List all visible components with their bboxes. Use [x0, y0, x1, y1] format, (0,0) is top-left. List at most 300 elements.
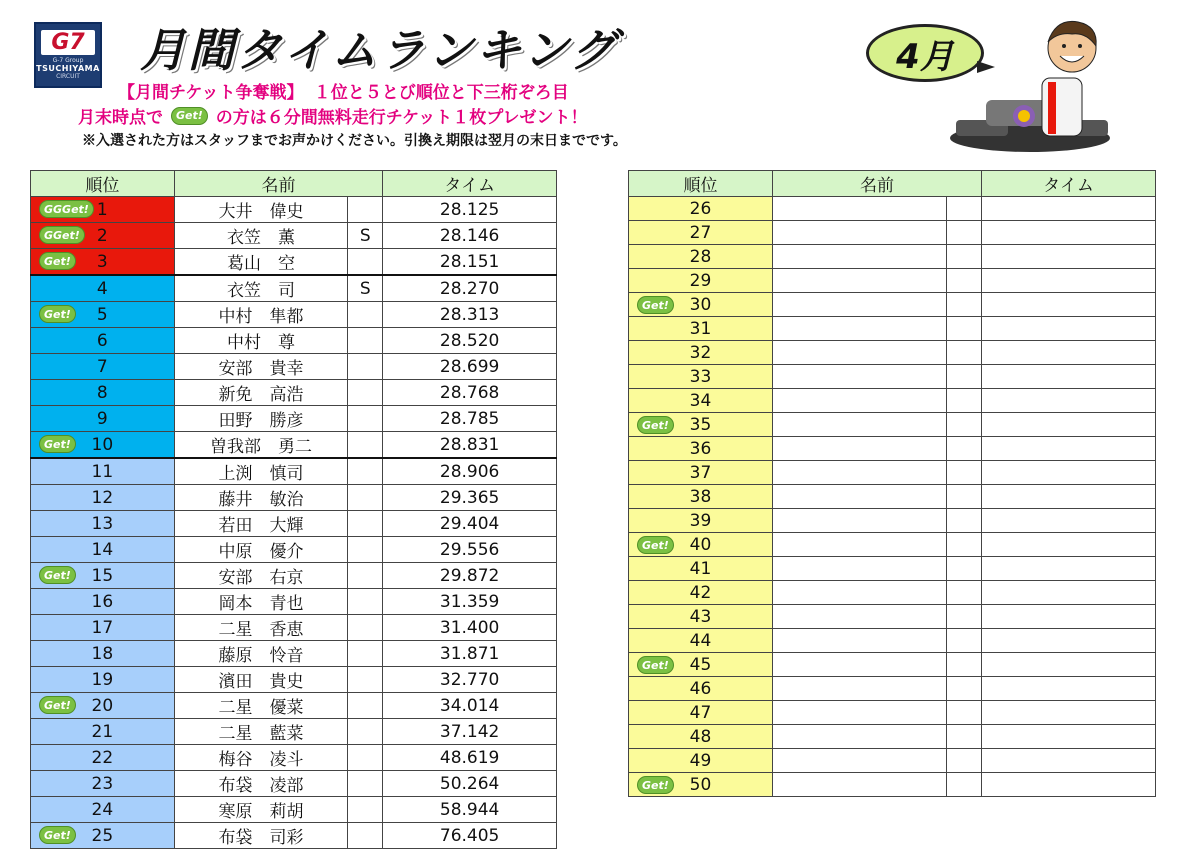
mark-cell — [348, 823, 383, 849]
time-cell — [982, 341, 1156, 365]
table-row — [629, 197, 1156, 221]
time-cell — [982, 677, 1156, 701]
table-row — [629, 749, 1156, 773]
mark-cell — [348, 745, 383, 771]
time-cell — [982, 773, 1156, 797]
get-badge-label: Get! — [39, 252, 76, 270]
get-badge-icon — [39, 435, 76, 453]
name-cell: 濱田 貴史 — [174, 667, 348, 693]
table-row — [629, 485, 1156, 509]
table-row — [31, 406, 557, 432]
rank-cell: 2 GGet! — [31, 223, 175, 249]
name-cell: 藤井 敏治 — [174, 485, 348, 511]
name-cell: 中村 隼都 — [174, 302, 348, 328]
mark-cell — [947, 653, 982, 677]
ranking-table-left — [30, 170, 557, 849]
table-row — [31, 641, 557, 667]
table-row — [31, 667, 557, 693]
table-row — [629, 365, 1156, 389]
time-cell — [982, 365, 1156, 389]
get-badge-icon — [39, 566, 76, 584]
rank-cell: 28 — [629, 245, 773, 269]
time-cell — [982, 533, 1156, 557]
rank-cell: 19 — [31, 667, 175, 693]
time-cell: 29.404 — [383, 511, 557, 537]
table-row — [31, 328, 557, 354]
time-cell — [982, 413, 1156, 437]
name-cell — [773, 605, 947, 629]
table-row — [31, 771, 557, 797]
name-cell — [773, 221, 947, 245]
rank-cell: 10 Get! — [31, 432, 175, 459]
logo-circuit: CIRCUIT — [56, 73, 80, 80]
get-badge-icon — [637, 536, 674, 554]
time-cell: 28.151 — [383, 249, 557, 276]
name-cell — [773, 629, 947, 653]
rank-cell: 44 — [629, 629, 773, 653]
name-cell: 田野 勝彦 — [174, 406, 348, 432]
ranking-table-right — [628, 170, 1156, 797]
mark-cell — [348, 406, 383, 432]
mark-cell — [947, 725, 982, 749]
get-badge-icon — [39, 826, 76, 844]
mark-cell — [947, 677, 982, 701]
mark-cell — [947, 629, 982, 653]
rank-cell: 38 — [629, 485, 773, 509]
rank-cell: 36 — [629, 437, 773, 461]
table-row — [629, 677, 1156, 701]
table-row — [629, 413, 1156, 437]
time-cell — [982, 557, 1156, 581]
time-cell — [982, 293, 1156, 317]
rank-cell: 43 — [629, 605, 773, 629]
get-badge-label: Get! — [637, 296, 674, 314]
header-name: 名前 — [174, 171, 383, 197]
time-cell: 31.359 — [383, 589, 557, 615]
header-rank: 順位 — [31, 171, 175, 197]
name-cell — [773, 245, 947, 269]
time-cell — [982, 221, 1156, 245]
name-cell — [773, 389, 947, 413]
name-cell: 藤原 怜音 — [174, 641, 348, 667]
table-row — [629, 581, 1156, 605]
name-cell — [773, 365, 947, 389]
table-row — [31, 797, 557, 823]
table-row — [629, 557, 1156, 581]
mark-cell — [947, 701, 982, 725]
table-row — [629, 725, 1156, 749]
table-row — [629, 437, 1156, 461]
name-cell — [773, 413, 947, 437]
table-row — [31, 458, 557, 485]
name-cell: 若田 大輝 — [174, 511, 348, 537]
table-row — [629, 317, 1156, 341]
name-cell: 岡本 青也 — [174, 589, 348, 615]
name-cell: 安部 貴幸 — [174, 354, 348, 380]
time-cell — [982, 581, 1156, 605]
mark-cell — [947, 533, 982, 557]
table-row — [31, 485, 557, 511]
table-row — [31, 249, 557, 276]
time-cell — [982, 437, 1156, 461]
mark-cell — [947, 773, 982, 797]
mark-cell — [348, 485, 383, 511]
get-badge-icon — [39, 305, 76, 323]
notice-line-2-end: の方は６分間無料走行チケット１枚プレゼント！ — [215, 108, 588, 128]
mark-cell — [947, 413, 982, 437]
mark-cell — [947, 221, 982, 245]
get-badge-icon — [637, 416, 674, 434]
rank-cell: 7 — [31, 354, 175, 380]
mark-cell — [947, 749, 982, 773]
rank-cell: 31 — [629, 317, 773, 341]
header-name: 名前 — [773, 171, 982, 197]
table-row — [31, 589, 557, 615]
name-cell — [773, 701, 947, 725]
mark-cell — [348, 667, 383, 693]
mark-cell — [348, 693, 383, 719]
mark-cell — [348, 719, 383, 745]
name-cell — [773, 581, 947, 605]
table-row — [31, 615, 557, 641]
mark-cell — [348, 302, 383, 328]
time-cell: 34.014 — [383, 693, 557, 719]
get-badge-label: Get! — [39, 435, 76, 453]
name-cell — [773, 461, 947, 485]
name-cell — [773, 509, 947, 533]
get-badge-label: Get! — [637, 416, 674, 434]
time-cell: 76.405 — [383, 823, 557, 849]
rank-cell: 41 — [629, 557, 773, 581]
mark-cell — [348, 615, 383, 641]
rank-cell: 12 — [31, 485, 175, 511]
mark-cell — [348, 771, 383, 797]
rank-cell: 50 Get! — [629, 773, 773, 797]
name-cell — [773, 773, 947, 797]
rank-cell: 1 GGGet! — [31, 197, 175, 223]
time-cell: 29.556 — [383, 537, 557, 563]
name-cell — [773, 437, 947, 461]
time-cell: 28.785 — [383, 406, 557, 432]
table-row — [31, 275, 557, 302]
rank-cell: 16 — [31, 589, 175, 615]
time-cell: 28.520 — [383, 328, 557, 354]
racer-mascot-illustration — [946, 16, 1114, 156]
time-cell — [982, 509, 1156, 533]
table-row — [31, 823, 557, 849]
time-cell: 58.944 — [383, 797, 557, 823]
table-header-row — [31, 171, 557, 197]
get-badge-icon — [637, 296, 674, 314]
rank-cell: 23 — [31, 771, 175, 797]
mark-cell — [947, 365, 982, 389]
name-cell: 衣笠 司 — [174, 275, 348, 302]
table-row — [31, 745, 557, 771]
mark-cell — [947, 317, 982, 341]
page-title: 月間タイムランキング — [140, 23, 618, 77]
time-cell: 29.872 — [383, 563, 557, 589]
get-badge-label: GGet! — [39, 226, 85, 244]
rank-cell: 27 — [629, 221, 773, 245]
get-badge-label: Get! — [637, 656, 674, 674]
time-cell — [982, 653, 1156, 677]
rank-cell: 14 — [31, 537, 175, 563]
table-row — [31, 537, 557, 563]
table-row — [31, 563, 557, 589]
rank-cell: 40 Get! — [629, 533, 773, 557]
mark-cell — [947, 341, 982, 365]
mark-cell — [348, 197, 383, 223]
get-badge-icon — [39, 200, 94, 218]
rank-cell: 45 Get! — [629, 653, 773, 677]
table-row — [629, 533, 1156, 557]
name-cell — [773, 197, 947, 221]
table-row — [629, 269, 1156, 293]
rank-cell: 5 Get! — [31, 302, 175, 328]
rank-cell: 13 — [31, 511, 175, 537]
name-cell: 二星 香恵 — [174, 615, 348, 641]
time-cell — [982, 269, 1156, 293]
get-badge-label: Get! — [39, 826, 76, 844]
rank-cell: 46 — [629, 677, 773, 701]
table-header-row — [629, 171, 1156, 197]
name-cell: 二星 藍菜 — [174, 719, 348, 745]
mark-cell — [947, 581, 982, 605]
name-cell — [773, 341, 947, 365]
rank-cell: 35 Get! — [629, 413, 773, 437]
table-row — [31, 302, 557, 328]
mark-cell — [947, 461, 982, 485]
get-badge-label: Get! — [637, 536, 674, 554]
name-cell: 新免 高浩 — [174, 380, 348, 406]
rank-cell: 24 — [31, 797, 175, 823]
table-row — [629, 293, 1156, 317]
rank-cell: 29 — [629, 269, 773, 293]
time-cell: 31.400 — [383, 615, 557, 641]
time-cell — [982, 461, 1156, 485]
rank-cell: 49 — [629, 749, 773, 773]
mark-cell — [947, 605, 982, 629]
name-cell: 中原 優介 — [174, 537, 348, 563]
rank-cell: 4 — [31, 275, 175, 302]
time-cell: 48.619 — [383, 745, 557, 771]
mark-cell — [348, 458, 383, 485]
name-cell: 中村 尊 — [174, 328, 348, 354]
table-row — [31, 693, 557, 719]
header-time: タイム — [982, 171, 1156, 197]
mark-cell: S — [348, 275, 383, 302]
name-cell: 二星 優菜 — [174, 693, 348, 719]
get-badge-label: Get! — [39, 305, 76, 323]
time-cell: 29.365 — [383, 485, 557, 511]
logo-name: TSUCHIYAMA — [36, 64, 100, 73]
circuit-logo — [34, 22, 102, 88]
table-row — [629, 389, 1156, 413]
name-cell: 梅谷 凌斗 — [174, 745, 348, 771]
table-row — [629, 701, 1156, 725]
name-cell — [773, 293, 947, 317]
rank-cell: 18 — [31, 641, 175, 667]
name-cell — [773, 653, 947, 677]
month-bubble: 4月 — [866, 24, 984, 82]
rank-cell: 11 — [31, 458, 175, 485]
mark-cell — [348, 797, 383, 823]
name-cell: 寒原 莉胡 — [174, 797, 348, 823]
time-cell — [982, 245, 1156, 269]
rank-cell: 47 — [629, 701, 773, 725]
time-cell: 37.142 — [383, 719, 557, 745]
get-badge-icon — [39, 252, 76, 270]
get-badge-label: Get! — [637, 776, 674, 794]
get-badge-label: Get! — [39, 696, 76, 714]
table-row — [629, 605, 1156, 629]
table-row — [629, 773, 1156, 797]
name-cell — [773, 317, 947, 341]
mark-cell — [947, 509, 982, 533]
mark-cell — [947, 245, 982, 269]
rank-cell: 8 — [31, 380, 175, 406]
name-cell: 布袋 凌部 — [174, 771, 348, 797]
mark-cell — [947, 293, 982, 317]
mark-cell — [947, 269, 982, 293]
header-rank: 順位 — [629, 171, 773, 197]
table-row — [629, 245, 1156, 269]
rank-cell: 6 — [31, 328, 175, 354]
time-cell: 28.270 — [383, 275, 557, 302]
time-cell: 28.125 — [383, 197, 557, 223]
rank-cell: 30 Get! — [629, 293, 773, 317]
time-cell — [982, 749, 1156, 773]
name-cell — [773, 749, 947, 773]
time-cell: 28.313 — [383, 302, 557, 328]
rank-cell: 48 — [629, 725, 773, 749]
name-cell: 葛山 空 — [174, 249, 348, 276]
rank-cell: 26 — [629, 197, 773, 221]
table-row — [629, 629, 1156, 653]
table-row — [31, 432, 557, 459]
notice-line-2 — [78, 103, 588, 128]
time-cell: 28.831 — [383, 432, 557, 459]
mark-cell — [947, 557, 982, 581]
header-time: タイム — [383, 171, 557, 197]
time-cell: 31.871 — [383, 641, 557, 667]
mark-cell — [348, 511, 383, 537]
time-cell: 28.146 — [383, 223, 557, 249]
table-row — [31, 354, 557, 380]
name-cell: 衣笠 薫 — [174, 223, 348, 249]
rank-cell: 32 — [629, 341, 773, 365]
mark-cell — [348, 380, 383, 406]
rank-cell: 17 — [31, 615, 175, 641]
time-cell — [982, 317, 1156, 341]
name-cell: 安部 右京 — [174, 563, 348, 589]
rank-cell: 25 Get! — [31, 823, 175, 849]
table-row — [31, 197, 557, 223]
rank-cell: 33 — [629, 365, 773, 389]
notice-line-2-start: 月末時点で — [78, 108, 163, 128]
mark-cell — [348, 328, 383, 354]
rank-cell: 42 — [629, 581, 773, 605]
mark-cell — [947, 389, 982, 413]
table-row — [31, 511, 557, 537]
rank-cell: 20 Get! — [31, 693, 175, 719]
table-row — [629, 653, 1156, 677]
rank-cell: 39 — [629, 509, 773, 533]
rank-cell: 22 — [31, 745, 175, 771]
time-cell — [982, 701, 1156, 725]
name-cell: 布袋 司彩 — [174, 823, 348, 849]
rank-cell: 21 — [31, 719, 175, 745]
mark-cell — [947, 485, 982, 509]
mark-cell — [348, 537, 383, 563]
mark-cell — [348, 589, 383, 615]
table-row — [629, 221, 1156, 245]
table-row — [629, 509, 1156, 533]
time-cell — [982, 725, 1156, 749]
time-cell: 28.699 — [383, 354, 557, 380]
get-badge-label: GGGet! — [39, 200, 94, 218]
name-cell: 曽我部 勇二 — [174, 432, 348, 459]
rank-cell: 37 — [629, 461, 773, 485]
name-cell: 上渕 慎司 — [174, 458, 348, 485]
g7-logo-mark: G7 — [41, 30, 95, 55]
mark-cell — [348, 249, 383, 276]
time-cell — [982, 197, 1156, 221]
time-cell: 28.768 — [383, 380, 557, 406]
name-cell — [773, 725, 947, 749]
mark-cell — [947, 437, 982, 461]
logo-group: G-7 Group — [52, 57, 84, 64]
name-cell — [773, 677, 947, 701]
mark-cell — [947, 197, 982, 221]
mark-cell — [348, 354, 383, 380]
notice-line-3: ※入選された方はスタッフまでお声かけください。引換え期限は翌月の末日までです。 — [82, 133, 627, 149]
name-cell — [773, 533, 947, 557]
get-badge-icon — [637, 656, 674, 674]
notice-line-1: 【月間チケット争奪戦】 １位と５とび順位と下三桁ぞろ目 — [118, 83, 569, 103]
mark-cell — [348, 563, 383, 589]
rank-cell: 15 Get! — [31, 563, 175, 589]
get-badge-icon: Get! — [171, 107, 208, 125]
get-badge-icon — [637, 776, 674, 794]
name-cell — [773, 485, 947, 509]
name-cell — [773, 269, 947, 293]
name-cell — [773, 557, 947, 581]
table-row — [31, 719, 557, 745]
time-cell: 28.906 — [383, 458, 557, 485]
rank-cell: 34 — [629, 389, 773, 413]
get-badge-label: Get! — [39, 566, 76, 584]
get-badge-icon — [39, 696, 76, 714]
time-cell — [982, 605, 1156, 629]
table-row — [629, 461, 1156, 485]
time-cell — [982, 485, 1156, 509]
get-badge-icon — [39, 226, 85, 244]
time-cell — [982, 629, 1156, 653]
mark-cell — [348, 641, 383, 667]
mark-cell: S — [348, 223, 383, 249]
time-cell — [982, 389, 1156, 413]
table-row — [629, 341, 1156, 365]
time-cell: 32.770 — [383, 667, 557, 693]
time-cell: 50.264 — [383, 771, 557, 797]
name-cell: 大井 偉史 — [174, 197, 348, 223]
mark-cell — [348, 432, 383, 459]
table-row — [31, 223, 557, 249]
rank-cell: 9 — [31, 406, 175, 432]
table-row — [31, 380, 557, 406]
rank-cell: 3 Get! — [31, 249, 175, 276]
